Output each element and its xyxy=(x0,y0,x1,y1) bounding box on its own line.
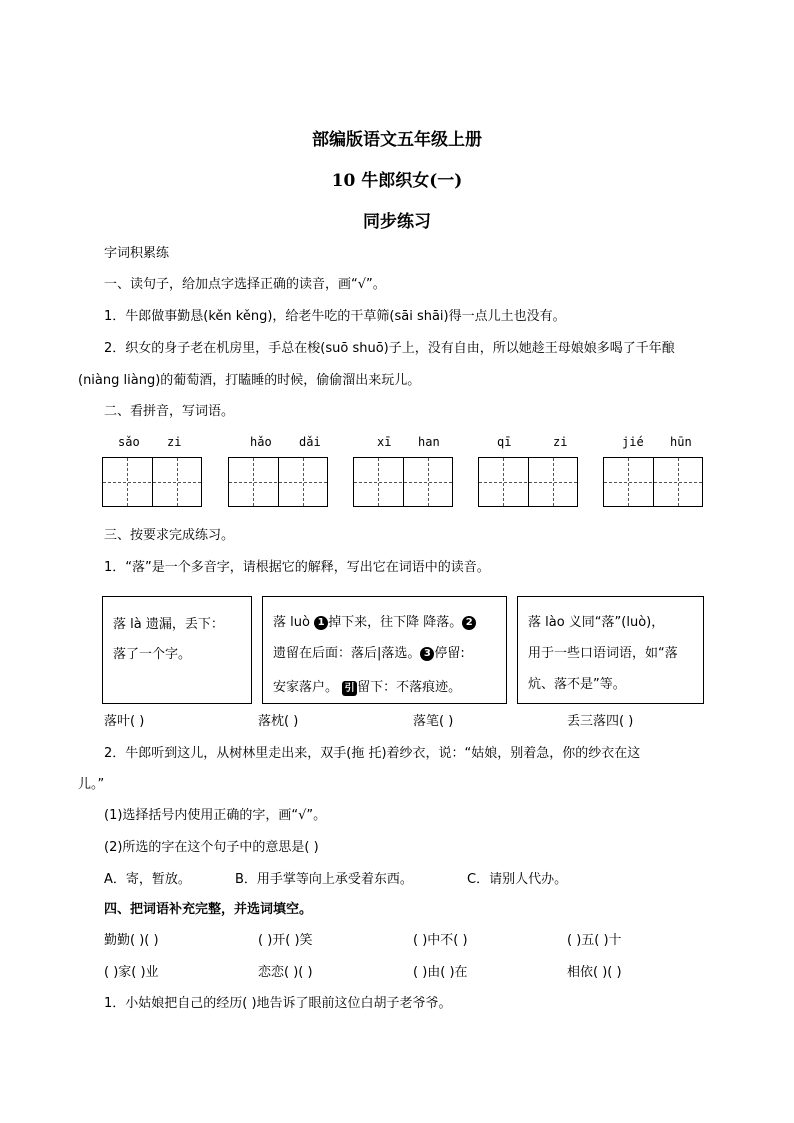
pinyin: qī xyxy=(497,435,512,449)
pinyin: zi xyxy=(167,435,182,449)
q4-sentence-1[interactable]: 1．小姑娘把自己的经历( )地告诉了眼前这位白胡子老爷爷。 xyxy=(104,996,452,1011)
definition-text: 留下：不落痕迹。 xyxy=(357,680,462,695)
page-title: 部编版语文五年级上册 xyxy=(312,130,482,150)
definition-text: 落 là 遗漏，丢下： xyxy=(113,617,224,632)
pinyin: hūn xyxy=(670,435,692,449)
q3-item-1: 1．“落”是一个多音字，请根据它的解释，写出它在词语中的读音。 xyxy=(104,560,490,575)
fill-word[interactable]: ( )开( )笑 xyxy=(258,933,313,948)
pinyin: dǎi xyxy=(299,435,321,449)
q3-item-2b: 儿。” xyxy=(78,777,105,792)
answer-blank[interactable]: 落枕( ) xyxy=(258,714,299,729)
writing-grid[interactable] xyxy=(353,457,453,507)
pinyin: hǎo xyxy=(250,435,272,449)
circled-number-2: 2 xyxy=(462,616,476,630)
definition-box-lao xyxy=(517,596,704,704)
definition-box-la xyxy=(102,596,252,704)
fill-word[interactable]: ( )中不( ) xyxy=(413,933,468,948)
definition-text: 用于一些口语词语，如“落 xyxy=(528,646,678,661)
writing-grid[interactable] xyxy=(102,457,202,507)
pinyin: zi xyxy=(553,435,568,449)
definition-text: 落 luò xyxy=(273,615,315,630)
definition-box-luo xyxy=(262,596,507,704)
q2-heading: 二、看拼音，写词语。 xyxy=(104,404,235,419)
definition-text: 安家落户。 xyxy=(273,680,343,695)
q1-sentence-2a: 2．织女的身子老在机房里，手总在梭(suō shuō)子上，没有自由，所以她趁王母娘娘多喝了千年酿 xyxy=(104,341,675,356)
answer-blank[interactable]: 落叶( ) xyxy=(104,714,145,729)
fill-word[interactable]: 相依( )( ) xyxy=(567,965,622,980)
q3-heading: 三、按要求完成练习。 xyxy=(104,528,235,543)
writing-grid[interactable] xyxy=(478,457,578,507)
definition-text: 落 lào 义同“落”(luò)， xyxy=(528,615,665,630)
pinyin: han xyxy=(418,435,440,449)
definition-line-2 xyxy=(273,642,465,661)
writing-grid[interactable] xyxy=(228,457,328,507)
circled-number-3: 3 xyxy=(420,647,434,661)
pinyin: sǎo xyxy=(118,435,140,449)
pinyin: xī xyxy=(377,435,392,449)
pinyin: jié xyxy=(622,435,644,449)
answer-blank[interactable]: 丢三落四( ) xyxy=(567,714,634,729)
definition-line-3 xyxy=(273,676,461,696)
lesson-title: 10 牛郎织女(一) xyxy=(331,171,463,191)
fill-word[interactable]: 勤勤( )( ) xyxy=(104,933,159,948)
fill-word[interactable]: 恋恋( )( ) xyxy=(258,965,313,980)
q3-item-2a: 2．牛郎听到这儿，从树林里走出来，双手(拖 托)着纱衣，说：“姑娘，别着急，你的纱衣在这 xyxy=(104,746,641,761)
fill-word[interactable]: ( )家( )业 xyxy=(104,965,159,980)
definition-text: 停留: xyxy=(434,646,465,661)
definition-text: 落了一个字。 xyxy=(113,647,192,662)
circled-number-1: 1 xyxy=(314,616,328,630)
section-label: 字词积累练 xyxy=(104,246,170,261)
q1-heading: 一、读句子，给加点字选择正确的读音，画“√”。 xyxy=(104,277,386,292)
subtitle: 同步练习 xyxy=(363,212,431,232)
definition-text: 掉下来，往下降 降落。 xyxy=(328,615,463,630)
definition-text: 炕、落不是”等。 xyxy=(528,677,626,692)
q1-sentence-2b: (niàng liàng)的葡萄酒，打瞌睡的时候，偷偷溜出来玩儿。 xyxy=(78,373,421,388)
option-b[interactable]: B．用手掌等向上承受着东西。 xyxy=(235,872,413,887)
writing-grid[interactable] xyxy=(603,457,703,507)
fill-word[interactable]: ( )五( )十 xyxy=(567,933,622,948)
option-c[interactable]: C．请别人代办。 xyxy=(467,872,568,887)
q4-heading: 四、把词语补充完整，并选词填空。 xyxy=(104,902,313,917)
answer-blank[interactable]: 落笔( ) xyxy=(413,714,454,729)
definition-line-1 xyxy=(273,611,476,630)
q3-item-2-sub2[interactable]: (2)所选的字在这个句子中的意思是( ) xyxy=(104,840,319,855)
fill-word[interactable]: ( )由( )在 xyxy=(413,965,468,980)
yin-seal-icon: 引 xyxy=(342,681,357,696)
option-a[interactable]: A．寄，暂放。 xyxy=(104,872,191,887)
q3-item-2-sub1: (1)选择括号内使用正确的字，画“√”。 xyxy=(104,808,327,823)
q1-sentence-1: 1．牛郎做事勤恳(kěn kěng)，给老牛吃的干草筛(sāi shāi)得一点儿土也没有。 xyxy=(104,309,566,324)
definition-text: 遗留在后面：落后|落选。 xyxy=(273,646,421,661)
